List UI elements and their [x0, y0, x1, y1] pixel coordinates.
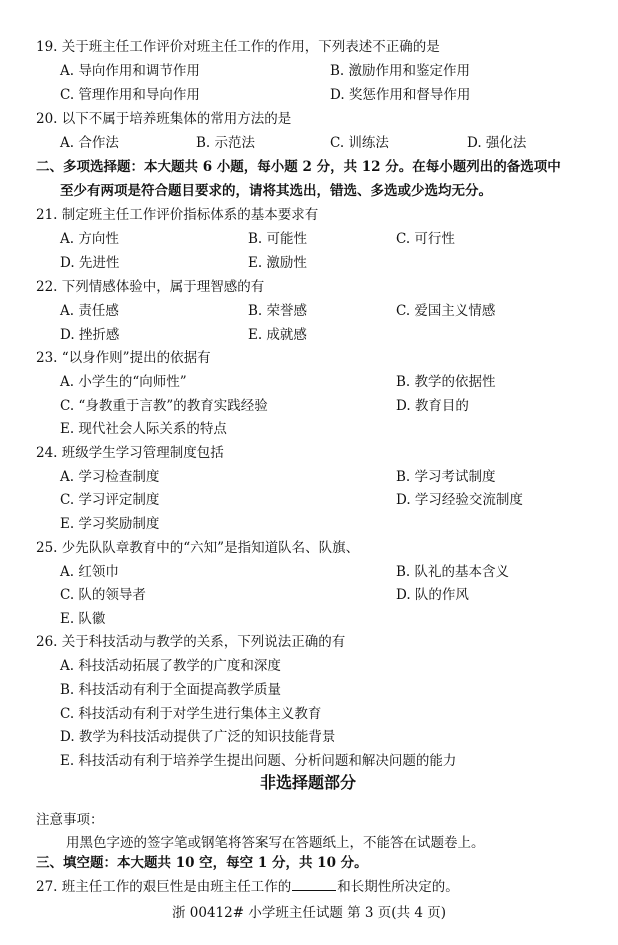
- section-2-heading: 二、多项选择题：本大题共 6 小题，每小题 2 分，共 12 分。在每小题列出的备选项中: [36, 159, 561, 175]
- q27-text-after: 和长期性所决定的。: [337, 879, 459, 895]
- q25-option-b: B. 队礼的基本含义: [396, 564, 510, 580]
- q21-option-d: D. 先进性: [60, 255, 120, 271]
- q23-option-d: D. 教育目的: [396, 398, 469, 414]
- q26-option-d: D. 教学为科技活动提供了广泛的知识技能背景: [60, 729, 336, 745]
- q19-option-c: C. 管理作用和导向作用: [60, 87, 200, 103]
- q19-option-b: B. 激励作用和鉴定作用: [330, 63, 471, 79]
- q20-option-c: C. 训练法: [330, 135, 389, 151]
- q22-option-a: A. 责任感: [60, 303, 119, 319]
- q27-answer-blank: [292, 877, 336, 891]
- page-footer: 浙 00412# 小学班主任试题 第 3 页(共 4 页): [172, 905, 447, 921]
- q25-stem: 25. 少先队队章教育中的“六知”是指知道队名、队旗、: [36, 540, 360, 556]
- q24-option-a: A. 学习检查制度: [60, 469, 160, 485]
- q25-option-e: E. 队徽: [60, 611, 106, 627]
- q22-option-d: D. 挫折感: [60, 327, 120, 343]
- q25-option-a: A. 红领巾: [60, 564, 119, 580]
- q22-stem: 22. 下列情感体验中，属于理智感的有: [36, 279, 265, 295]
- q20-option-b: B. 示范法: [196, 135, 256, 151]
- q25-option-d: D. 队的作风: [396, 587, 469, 603]
- q26-option-e: E. 科技活动有利于培养学生提出问题、分析问题和解决问题的能力: [60, 753, 457, 769]
- section-3-heading: 三、填空题：本大题共 10 空，每空 1 分，共 10 分。: [36, 855, 368, 871]
- q21-option-a: A. 方向性: [60, 231, 119, 247]
- section-2-instruction: 至少有两项是符合题目要求的，请将其选出，错选、多选或少选均无分。: [60, 183, 492, 199]
- q19-option-a: A. 导向作用和调节作用: [60, 63, 200, 79]
- notice-label: 注意事项：: [36, 812, 104, 828]
- q26-option-a: A. 科技活动拓展了教学的广度和深度: [60, 658, 281, 674]
- q26-stem: 26. 关于科技活动与教学的关系，下列说法正确的有: [36, 634, 346, 650]
- q20-option-d: D. 强化法: [467, 135, 527, 151]
- q19-option-d: D. 奖惩作用和督导作用: [330, 87, 471, 103]
- q24-option-d: D. 学习经验交流制度: [396, 492, 523, 508]
- q26-option-b: B. 科技活动有利于全面提高教学质量: [60, 682, 282, 698]
- q23-stem: 23. “以身作则”提出的依据有: [36, 350, 211, 366]
- q21-stem: 21. 制定班主任工作评价指标体系的基本要求有: [36, 207, 319, 223]
- q20-stem: 20. 以下不属于培养班集体的常用方法的是: [36, 111, 292, 127]
- part-two-title: 非选择题部分: [260, 773, 357, 792]
- q24-option-b: B. 学习考试制度: [396, 469, 496, 485]
- q24-stem: 24. 班级学生学习管理制度包括: [36, 445, 224, 461]
- q21-option-c: C. 可行性: [396, 231, 455, 247]
- q26-option-c: C. 科技活动有利于对学生进行集体主义教育: [60, 706, 322, 722]
- q24-option-e: E. 学习奖励制度: [60, 516, 160, 532]
- q25-option-c: C. 队的领导者: [60, 587, 146, 603]
- q21-option-b: B. 可能性: [248, 231, 308, 247]
- q20-option-a: A. 合作法: [60, 135, 119, 151]
- q19-stem: 19. 关于班主任工作评价对班主任工作的作用，下列表述不正确的是: [36, 39, 440, 55]
- q27-text-before: 27. 班主任工作的艰巨性是由班主任工作的: [36, 879, 292, 895]
- q23-option-e: E. 现代社会人际关系的特点: [60, 421, 227, 437]
- q23-option-c: C. “身教重于言教”的教育实践经验: [60, 398, 268, 414]
- q23-option-b: B. 教学的依据性: [396, 374, 496, 390]
- q22-option-e: E. 成就感: [248, 327, 307, 343]
- q22-option-c: C. 爱国主义情感: [396, 303, 496, 319]
- q23-option-a: A. 小学生的“向师性”: [60, 374, 187, 390]
- q21-option-e: E. 激励性: [248, 255, 307, 271]
- q22-option-b: B. 荣誉感: [248, 303, 308, 319]
- q27-line: [36, 877, 459, 896]
- notice-text: 用黑色字迹的签字笔或钢笔将答案写在答题纸上，不能答在试题卷上。: [66, 835, 485, 851]
- q24-option-c: C. 学习评定制度: [60, 492, 160, 508]
